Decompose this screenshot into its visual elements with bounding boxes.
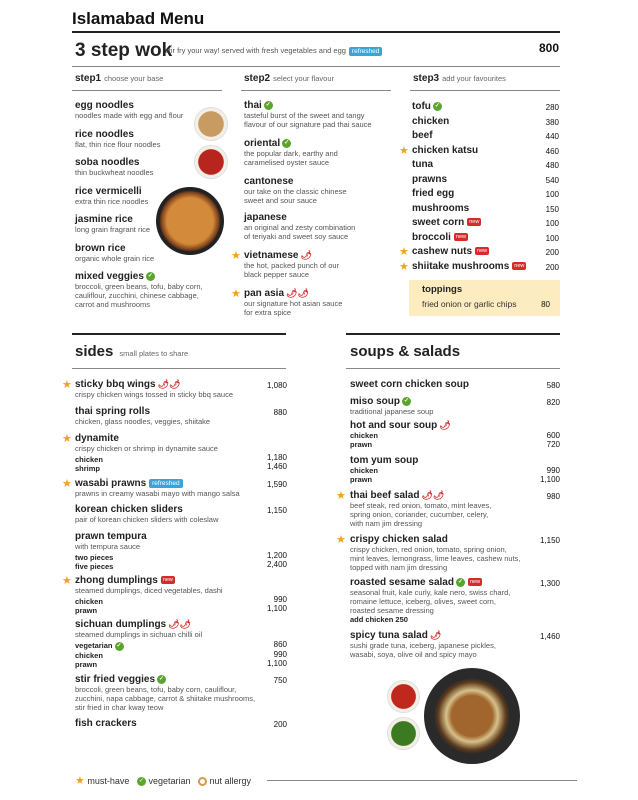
sauce-bowl-image xyxy=(388,681,419,712)
salad-plate-image xyxy=(424,668,520,764)
vegetarian-icon: ✓ xyxy=(147,272,153,279)
fav-beef: beef 440 xyxy=(412,130,559,141)
sides-title: sides small plates to share xyxy=(75,343,189,360)
legend-rule xyxy=(267,780,577,781)
vegetarian-icon: ✓ xyxy=(265,101,271,108)
base-brown-rice: brown rice organic whole grain rice xyxy=(75,243,155,263)
step2-header: step2 select your flavour xyxy=(244,73,334,84)
soup-miso: miso soup ✓ traditional japanese soup 820 xyxy=(350,396,560,416)
side-thai-spring-rolls: thai spring rolls chicken, glass noodles, veggies, shiitake 880 xyxy=(75,406,287,426)
rice-bowl-image xyxy=(195,108,227,140)
fav-shiitake-mushrooms: ★ shiitake mushrooms new 200 xyxy=(399,260,559,273)
side-zhong-dumplings: zhong dumplings new steamed dumplings, diced vegetables, dashi chicken prawn 990 1,100 xyxy=(75,575,287,615)
fav-chicken-katsu: ★ chicken katsu 460 xyxy=(399,144,559,157)
salad-thai-beef: thai beef salad 🌶🌶 beef steak, red onion, tomato, mint leaves, spring onion, coriander, cucumber, celery, with nam jim dressing 980 xyxy=(350,490,560,528)
soup-tom-yum: tom yum soup chicken prawn 990 1,100 xyxy=(350,455,560,484)
flavour-japanese: japanese an original and zesty combination of teriyaki and sweet soy sauce xyxy=(244,212,356,241)
base-rice-noodles: rice noodles flat, thin rice flour noodles xyxy=(75,129,161,149)
vegetarian-icon: ✓ xyxy=(404,397,410,404)
wok-title: 3 step wok xyxy=(75,40,173,61)
soups-rule xyxy=(346,333,560,335)
flavour-thai: thai ✓ tasteful burst of the sweet and tangy flavour of our signature pad thai sauce xyxy=(244,100,372,129)
vegetarian-icon: ✓ xyxy=(434,102,440,109)
side-sichuan-dumplings: sichuan dumplings 🌶🌶 steamed dumplings in sichuan chilli oil vegetarian ✓ chicken prawn 860 990 1,100 xyxy=(75,619,287,669)
step1-header: step1 choose your base xyxy=(75,73,164,84)
flavour-oriental: oriental ✓ the popular dark, earthy and caramelised oyster sauce xyxy=(244,138,338,167)
side-fish-crackers: fish crackers 200 xyxy=(75,718,287,729)
sides-subrule xyxy=(72,368,286,369)
side-korean-chicken-sliders: korean chicken sliders pair of korean chicken sliders with coleslaw 1,150 xyxy=(75,504,287,524)
chili-icon: 🌶🌶 xyxy=(286,288,309,298)
fav-tofu: tofu ✓ 280 xyxy=(412,101,559,112)
legend: ★ must-have ✓ vegetarian nut allergy xyxy=(75,775,252,787)
chili-icon: 🌶🌶 xyxy=(168,619,191,629)
fav-chicken: chicken 380 xyxy=(412,115,559,127)
star-icon: ★ xyxy=(399,246,409,258)
refreshed-tag: refreshed xyxy=(149,479,182,488)
new-tag: new xyxy=(162,577,173,584)
fav-tuna: tuna 480 xyxy=(412,159,559,170)
chili-icon: 🌶🌶 xyxy=(157,379,181,389)
star-icon: ★ xyxy=(75,775,85,787)
page-title: Islamabad Menu xyxy=(72,9,205,28)
flavour-pan-asia: pan asia 🌶🌶 our signature hot asian sauce for extra spice xyxy=(244,288,343,317)
side-prawn-tempura: prawn tempura with tempura sauce two pieces five pieces 1,200 2,400 xyxy=(75,531,287,571)
vegetarian-icon: ✓ xyxy=(138,778,144,785)
soup-hot-and-sour: hot and sour soup 🌶 chicken prawn 600 720 xyxy=(350,420,560,449)
side-sticky-bbq-wings: sticky bbq wings 🌶🌶 crispy chicken wings tossed in sticky bbq sauce 1,080 xyxy=(75,379,287,399)
flavour-vietnamese: vietnamese 🌶 the hot, packed punch of our black pepper sauce xyxy=(244,250,340,279)
fav-sweet-corn: sweet corn new 100 xyxy=(412,217,559,228)
step1-rule xyxy=(72,90,222,91)
star-icon: ★ xyxy=(62,433,72,445)
fav-cashew-nuts: ★ cashew nuts new 200 xyxy=(399,246,559,258)
sides-rule xyxy=(72,333,286,335)
salad-roasted-sesame: roasted sesame salad ✓ new seasonal fruit, kale curly, kale nero, swiss chard, romaine lettuce, iceberg, olives, sweet corn, roasted sesame dressing add chicken 250 1,300 xyxy=(350,577,560,624)
favourites-list xyxy=(399,101,561,275)
base-egg-noodles: egg noodles noodles made with egg and flour xyxy=(75,100,184,120)
nut-allergy-icon xyxy=(198,777,207,786)
soups-subrule xyxy=(346,368,560,369)
side-stir-fried-veggies: stir fried veggies ✓ broccoli, green beans, tofu, baby corn, cauliflour, zucchini, napa cabbage, carrot & shiitake mushrooms, stir fried in char kway teow 750 xyxy=(75,674,287,712)
top-rule xyxy=(72,31,560,33)
refreshed-tag: refreshed xyxy=(349,47,382,56)
vegetarian-icon: ✓ xyxy=(159,675,165,682)
new-tag: new xyxy=(469,219,480,226)
star-icon: ★ xyxy=(62,478,72,490)
star-icon: ★ xyxy=(336,534,346,546)
new-tag: new xyxy=(514,262,525,269)
salad-crispy-chicken: crispy chicken salad crispy chicken, red onion, tomato, spring onion, mint leaves, lemongrass, lime leaves, cashew nuts, topped with nam jim dressing 1,150 xyxy=(350,534,560,572)
wok-rule xyxy=(72,66,560,67)
star-icon: ★ xyxy=(62,379,72,391)
step3-rule xyxy=(410,90,560,91)
fav-fried-egg: fried egg 100 xyxy=(412,188,559,199)
toppings-box: toppings fried onion or garlic chips 80 xyxy=(409,280,560,316)
star-icon: ★ xyxy=(231,288,241,300)
base-jasmine-rice: jasmine rice long grain fragrant rice xyxy=(75,214,151,234)
new-tag: new xyxy=(455,233,466,240)
star-icon: ★ xyxy=(399,144,409,157)
chili-icon: 🌶 xyxy=(439,420,451,430)
wok-noodles-image xyxy=(156,187,224,255)
wok-subtitle: stir fry your way! served with fresh vegetables and egg refreshed xyxy=(165,46,382,56)
soups-title: soups & salads xyxy=(350,343,461,360)
vegetarian-icon: ✓ xyxy=(116,642,122,649)
star-icon: ★ xyxy=(399,260,409,273)
chili-icon: 🌶 xyxy=(429,630,442,640)
fav-broccoli: broccoli new 100 xyxy=(412,231,559,243)
flavour-cantonese: cantonese our take on the classic chinese sweet and sour sauce xyxy=(244,176,347,205)
step3-header: step3 add your favourites xyxy=(413,73,506,84)
chili-icon: 🌶🌶 xyxy=(421,490,445,500)
sauce-bowl-image xyxy=(195,146,227,178)
base-rice-vermicelli: rice vermicelli extra thin rice noodles xyxy=(75,186,149,206)
base-soba-noodles: soba noodles thin buckwheat noodles xyxy=(75,157,154,177)
star-icon: ★ xyxy=(336,490,346,502)
vegetarian-icon: ✓ xyxy=(284,139,290,146)
fav-prawns: prawns 540 xyxy=(412,173,559,185)
vegetarian-icon: ✓ xyxy=(457,578,463,585)
star-icon: ★ xyxy=(231,250,241,262)
new-tag: new xyxy=(469,579,481,586)
wok-price: 800 xyxy=(539,41,560,55)
greens-bowl-image xyxy=(388,718,419,749)
star-icon: ★ xyxy=(62,575,72,587)
chili-icon: 🌶 xyxy=(300,250,312,260)
side-wasabi-prawns: wasabi prawns refreshed prawns in creamy wasabi mayo with mango salsa 1,590 xyxy=(75,478,287,498)
fav-mushrooms: mushrooms 150 xyxy=(412,202,559,214)
base-mixed-veggies: mixed veggies ✓ broccoli, green beans, tofu, baby corn, cauliflour, zucchini, chinese cabbage, carrot and mushrooms xyxy=(75,271,203,309)
step2-rule xyxy=(241,90,391,91)
new-tag: new xyxy=(477,248,488,255)
salad-spicy-tuna: spicy tuna salad 🌶 sushi grade tuna, iceberg, japanese pickles, wasabi, soya, olive oil and spicy mayo 1,460 xyxy=(350,630,560,659)
soup-sweet-corn-chicken: sweet corn chicken soup 580 xyxy=(350,379,560,390)
side-dynamite: dynamite crispy chicken or shrimp in dynamite sauce chicken shrimp 1,180 1,460 xyxy=(75,433,287,473)
